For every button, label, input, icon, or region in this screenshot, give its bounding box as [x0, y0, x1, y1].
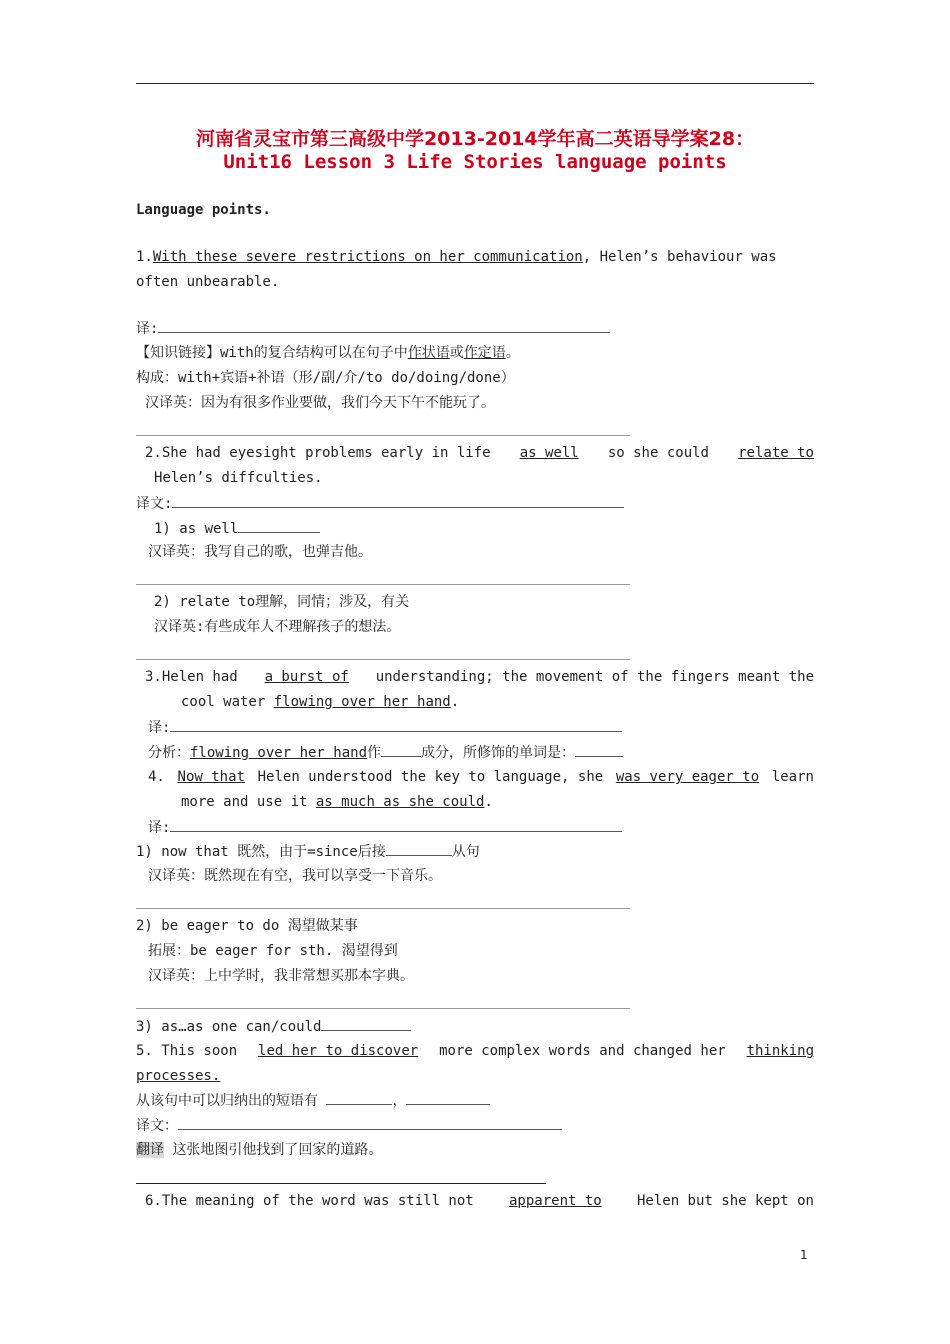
q4-sub1: 1) now that 既然，由于=since后接 从句 [136, 841, 480, 862]
q2-sub2: 2) relate to理解，同情；涉及，有关 [154, 594, 410, 610]
q2-sub1: 1) as well [154, 518, 320, 539]
q5-exercise: 翻译 这张地图引他找到了回家的道路。 [136, 1142, 383, 1158]
q5-sentence: 5. This soon led her to discover more complex words and changed her thinking [136, 1043, 814, 1059]
answer-line [136, 1008, 630, 1009]
q4-extension: 拓展：be eager for sth. 渴望得到 [148, 943, 398, 959]
q5-translation: 译文： [136, 1115, 562, 1136]
answer-line [136, 659, 630, 660]
q1-structure: 构成：with+宾语+补语（形/副/介/to do/doing/done） [136, 370, 515, 386]
q1-knowledge-link: 【知识链接】with的复合结构可以在句子中作状语或作定语。 [136, 345, 520, 361]
q1-exercise: 汉译英：因为有很多作业要做，我们今天下午不能玩了。 [145, 395, 495, 411]
q4-sentence-cont: more and use it as much as she could. [181, 794, 493, 810]
answer-line [136, 584, 630, 585]
q2-exercise-2: 汉译英:有些成年人不理解孩子的想法。 [154, 619, 401, 635]
q4-sub3: 3) as…as one can/could [136, 1016, 411, 1037]
q2-sentence: 2.She had eyesight problems early in life as well so she could relate to [145, 445, 814, 461]
q3-sentence: 3.Helen had a burst of understanding; the movement of the fingers meant the [145, 669, 814, 685]
answer-line [136, 1183, 546, 1184]
q2-exercise-1: 汉译英：我写自己的歌，也弹吉他。 [148, 544, 372, 560]
q1-translation: 译: [136, 318, 610, 339]
q4-exercise-1: 汉译英：既然现在有空，我可以享受一下音乐。 [148, 868, 442, 884]
q4-sentence: 4. Now that Helen understood the key to language, she was very eager to learn [148, 769, 814, 785]
q2-sentence-cont: Helen’s diffculties. [154, 470, 323, 486]
translate-tag: 翻译 [136, 1142, 164, 1158]
q3-translation: 译: [148, 717, 622, 738]
q5-summary: 从该句中可以归纳出的短语有 ， [136, 1090, 490, 1111]
q2-translation: 译文: [136, 493, 624, 514]
q1-sentence: 1.With these severe restrictions on her communication, Helen’s behaviour was [136, 249, 777, 265]
page-title: 河南省灵宝市第三高级中学2013-2014学年高二英语导学案28： [195, 128, 755, 150]
page-subtitle: Unit16 Lesson 3 Life Stories language points [223, 151, 727, 173]
q4-translation: 译: [148, 817, 622, 838]
header-rule [136, 83, 814, 84]
q6-sentence: 6.The meaning of the word was still not apparent to Helen but she kept on [145, 1193, 814, 1209]
q5-sentence-cont: processes. [136, 1068, 221, 1084]
section-heading: Language points. [136, 202, 271, 218]
answer-line [136, 435, 630, 436]
q4-exercise-2: 汉译英：上中学时，我非常想买那本字典。 [148, 968, 414, 984]
q1-sentence-cont: often unbearable. [136, 274, 280, 290]
page-number: 1 [800, 1248, 808, 1262]
q3-sentence-cont: cool water flowing over her hand. [181, 694, 460, 710]
q3-analysis: 分析：flowing over her hand作 成分，所修饰的单词是： [148, 742, 623, 763]
q4-sub2: 2) be eager to do 渴望做某事 [136, 918, 358, 934]
answer-line [136, 908, 630, 909]
